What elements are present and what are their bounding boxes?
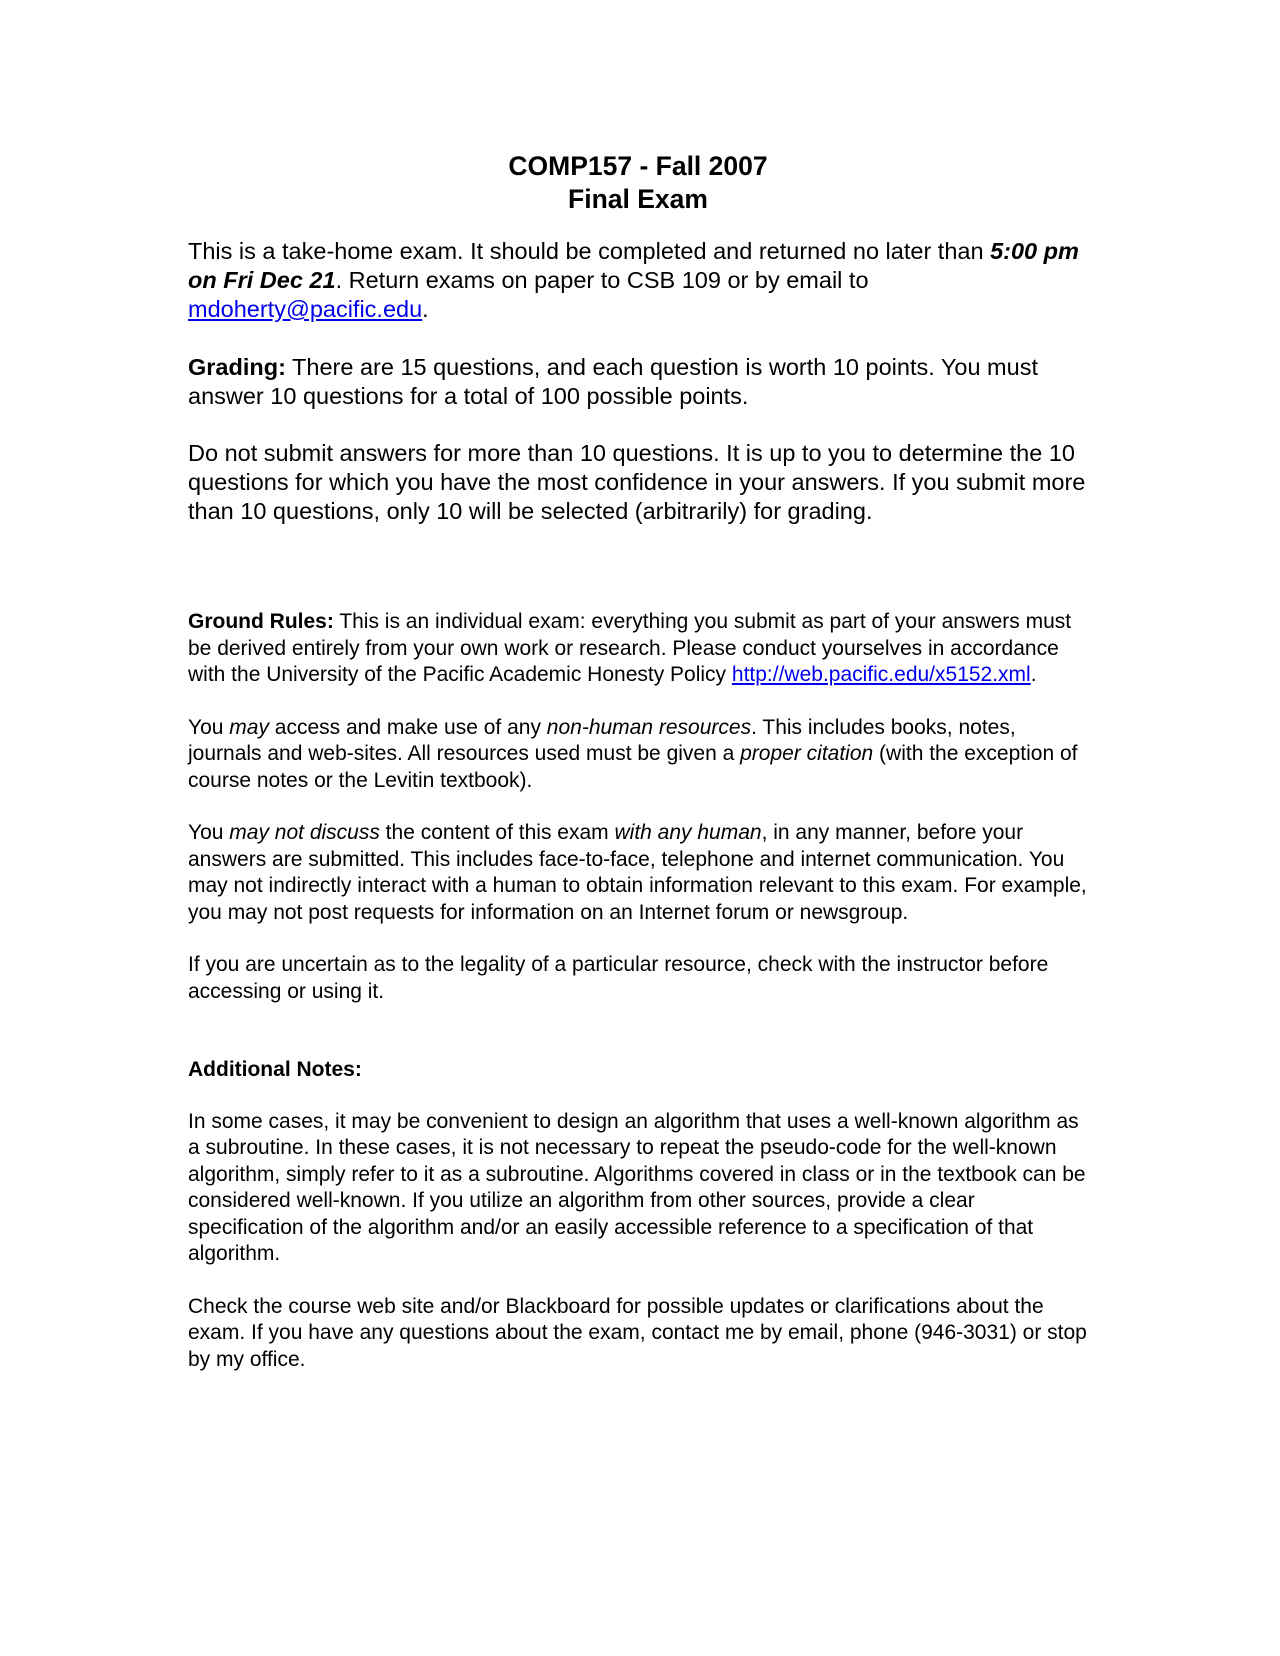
- resources-paragraph: You may access and make use of any non-human resources. This includes books, notes, journals and web-sites. All resources used must be given a proper citation (with the exception of course notes or the Levitin textbook).: [188, 715, 1078, 792]
- grading-paragraph: [188, 353, 1088, 411]
- ground-rules-label: Ground Rules:: [188, 610, 334, 633]
- selection-paragraph: Do not submit answers for more than 10 questions. It is up to you to determine the 10 questions for which you have the most confidence in your answers. If you submit more than 10 questions, only 10 will be selected (arbitrarily) for grading.: [188, 440, 1086, 524]
- exam-document: [188, 150, 1088, 1373]
- exam-title: Final Exam: [568, 184, 708, 214]
- email-link[interactable]: mdoherty@pacific.edu: [188, 296, 423, 322]
- discussion-paragraph: You may not discuss the content of this exam with any human, in any manner, before your answers are submitted. This includes face-to-face, telephone and internet communication. You may not indirectly interact with a human to obtain information relevant to this exam. For example, you may not post requests for information on an Internet forum or newsgroup.: [188, 821, 1087, 924]
- contact-paragraph: Check the course web site and/or Blackboard for possible updates or clarifications about the exam. If you have any questions about the exam, contact me by email, phone (946-3031) or stop by my office.: [188, 1294, 1087, 1371]
- deadline-text: 5:00 pm on Fri Dec 21: [188, 238, 1079, 293]
- intro-text: This is a take-home exam. It should be completed and returned no later than: [188, 238, 991, 264]
- grading-text: There are 15 questions, and each question is worth 10 points. You must answer 10 questions for a total of 100 possible points.: [188, 354, 1038, 409]
- intro-text-2: . Return exams on paper to CSB 109 or by email to: [335, 267, 869, 293]
- additional-notes-heading: Additional Notes:: [188, 1058, 362, 1081]
- intro-paragraph: This is a take-home exam. It should be completed and returned no later than 5:00 pm on Fri Dec 21. Return exams on paper to CSB 109 or by email to mdoherty@pacific.edu.: [188, 238, 1079, 322]
- grading-label: Grading:: [188, 354, 286, 380]
- algorithms-paragraph: In some cases, it may be convenient to design an algorithm that uses a well-known algorithm as a subroutine. In these cases, it is not necessary to repeat the pseudo-code for the well-known algorithm, simply refer to it as a subroutine. Algorithms covered in class or in the textbook can be considered well-known. If you utilize an algorithm from other sources, provide a clear specification of the algorithm and/or an easily accessible reference to a specification of that algorithm.: [188, 1109, 1086, 1265]
- course-title: COMP157 - Fall 2007: [508, 151, 768, 181]
- ground-rules-text: This is an individual exam: everything you submit as part of your answers must be derived entirely from your own work or research. Please conduct yourselves in accordance with the University of the Pacific Academic Honesty Policy: [188, 610, 1072, 686]
- honesty-policy-link[interactable]: http://web.pacific.edu/x5152.xml: [731, 663, 1031, 686]
- ground-rules-paragraph: Ground Rules: This is an individual exam: everything you submit as part of your answers must be derived entirely from your own work or research. Please conduct yourselves in accordance with the University of the Pacific Academic Honesty Policy http://web.pacific.edu/x5152.xml.: [188, 610, 1072, 686]
- uncertain-paragraph: If you are uncertain as to the legality of a particular resource, check with the instructor before accessing or using it.: [188, 953, 1049, 1003]
